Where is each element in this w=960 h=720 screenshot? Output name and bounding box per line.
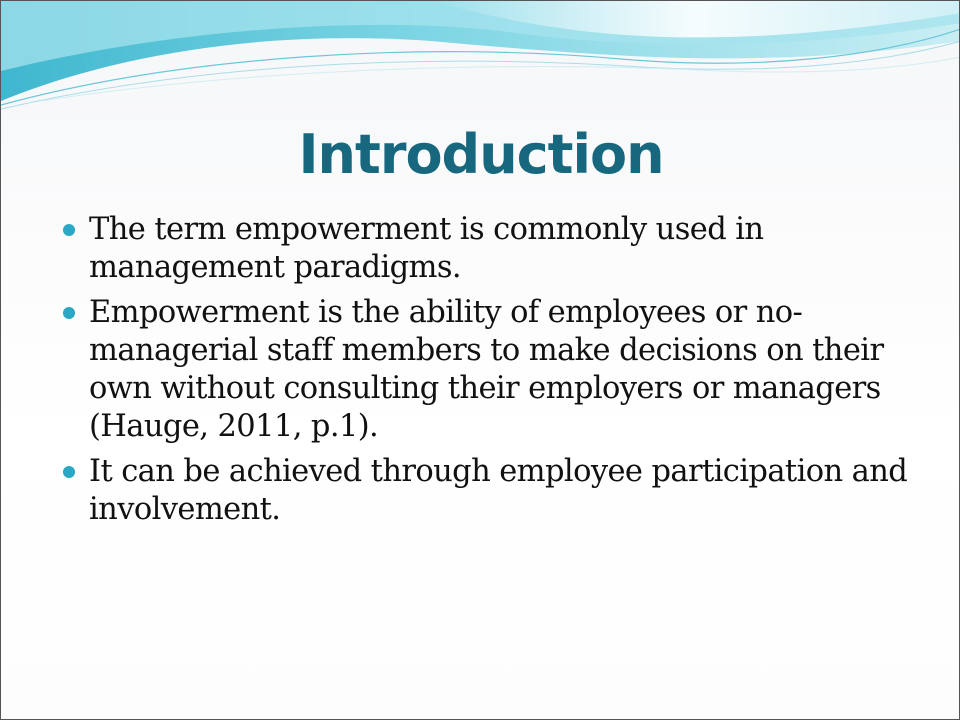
- bullet-dot-icon: [63, 307, 75, 319]
- bullet-item: [63, 294, 923, 446]
- bullet-dot-icon: [63, 466, 75, 478]
- bullet-list: [63, 211, 923, 536]
- header-wave-decoration: [1, 1, 960, 131]
- bullet-item: [63, 211, 923, 287]
- bullet-text: It can be achieved through employee participation and involvement.: [89, 454, 908, 527]
- bullet-item: [63, 453, 923, 529]
- bullet-text: The term empowerment is commonly used in management paradigms.: [89, 212, 764, 285]
- bullet-dot-icon: [63, 224, 75, 236]
- bullet-text: Empowerment is the ability of employees or no-managerial staff members to make decisions on their own without consulting their employers or managers (Hauge, 2011, p.1).: [89, 295, 884, 444]
- slide-title: Introduction: [298, 123, 664, 186]
